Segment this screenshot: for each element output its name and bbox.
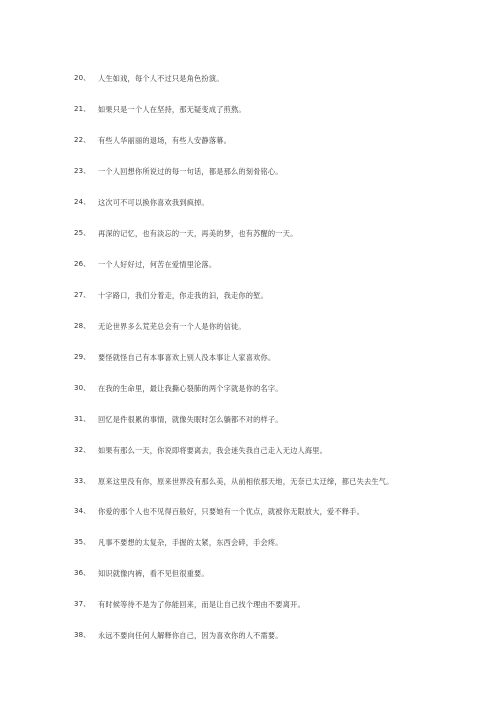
item-number: 32、 [74,446,91,454]
item-number: 31、 [74,415,91,423]
item-text: 这次可不可以换你喜欢我到疯掉。 [98,198,209,207]
item-text: 如果有那么一天，你说即将要离去，我会迷失我自己走入无边人海里。 [98,446,328,455]
item-text: 原来这里没有你，原来世界没有那么美，从前相依那天地，无奈已太迂缔，都已失去生气。 [98,477,394,486]
item-text: 一个人好好过，何苦在爱情里沦落。 [98,260,217,269]
list-item [74,383,426,394]
item-text: 永远不要向任何人解释你自己，因为喜欢你的人不需要。 [98,631,283,640]
item-text: 再深的记忆，也有淡忘的一天，再美的梦，也有苏醒的一天。 [98,229,298,238]
list-item [74,537,426,548]
list-item [74,104,426,115]
item-number: 26、 [74,260,91,268]
item-text: 有些人华丽丽的退场，有些人安静落幕。 [98,136,231,145]
quote-list [74,73,426,641]
list-item [74,414,426,425]
item-number: 29、 [74,353,91,361]
item-number: 23、 [74,167,91,175]
item-number: 22、 [74,136,91,144]
item-number: 34、 [74,507,91,515]
list-item [74,135,426,146]
item-number: 36、 [74,569,91,577]
item-text: 一个人回想你所说过的每一句话，都是那么的刻骨铭心。 [98,167,283,176]
item-number: 38、 [74,631,91,639]
item-text: 人生如戏，每个人不过只是角色扮演。 [98,74,224,83]
item-text: 你爱的那个人也不见得百般好，只要她有一个优点，就被你无限放大，爱不释手。 [98,507,364,516]
item-number: 28、 [74,322,91,330]
item-text: 有时候等待不是为了你能回来，而是让自己找个理由不要离开。 [98,600,305,609]
list-item [74,599,426,610]
item-text: 知识就像内裤，看不见但很重要。 [98,569,209,578]
list-item [74,166,426,177]
list-item [74,228,426,239]
list-item [74,445,426,456]
item-number: 27、 [74,291,91,299]
item-number: 30、 [74,384,91,392]
item-text: 如果只是一个人在坚持，那无疑变成了煎熬。 [98,105,246,114]
list-item [74,568,426,579]
item-text: 凡事不要想的太复杂，手握的太紧，东西会碎，手会疼。 [98,538,283,547]
item-number: 37、 [74,600,91,608]
list-item [74,506,426,517]
list-item [74,476,426,487]
list-item [74,197,426,208]
item-number: 25、 [74,229,91,237]
list-item [74,259,426,270]
item-number: 24、 [74,198,91,206]
item-text: 要怪就怪自己有本事喜欢上别人没本事让人家喜欢你。 [98,353,276,362]
item-number: 20、 [74,74,91,82]
item-number: 33、 [74,477,91,485]
item-number: 21、 [74,105,91,113]
list-item [74,321,426,332]
list-item [74,73,426,84]
list-item [74,290,426,301]
item-text: 回忆是件很累的事情，就像失眠时怎么躺都不对的样子。 [98,415,283,424]
list-item [74,630,426,641]
item-number: 35、 [74,538,91,546]
item-text: 十字路口，我们分着走，你走我的汩，我走你的堑。 [98,291,268,300]
item-text: 在我的生命里，最让我撕心裂肺的两个字就是你的名字。 [98,384,283,393]
list-item [74,352,426,363]
item-text: 无论世界多么荒芜总会有一个人是你的信徒。 [98,322,246,331]
